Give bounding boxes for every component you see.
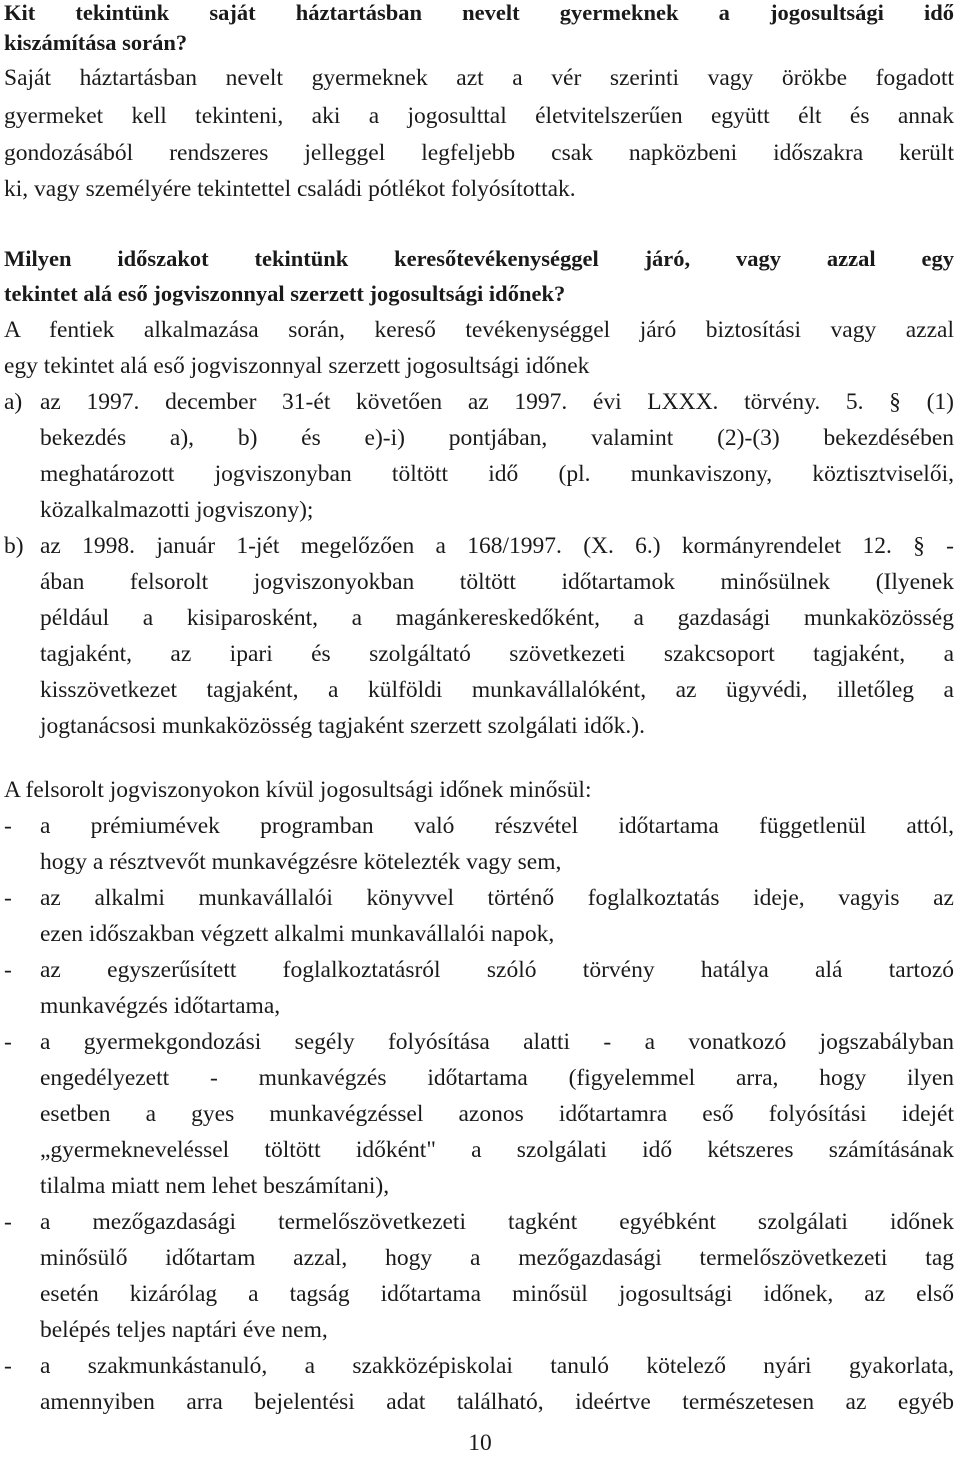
- list-item-line: az 1997. december 31-ét követően az 1997. évi LXXX. törvény. 5. § (1): [40, 389, 954, 415]
- list-item-line: az egyszerűsített foglalkoztatásról szóló törvény hatálya alá tartozó: [40, 957, 954, 983]
- list-item-line: a szakmunkástanuló, a szakközépiskolai tanuló kötelező nyári gyakorlata,: [40, 1353, 954, 1379]
- list-item-line: amennyiben arra bejelentési adat található, ideértve természetesen az egyéb: [40, 1389, 954, 1415]
- list-item-line: közalkalmazotti jogviszony);: [40, 497, 314, 523]
- list-item-line: esetben a gyes munkavégzéssel azonos időtartamra eső folyósítási idejét: [40, 1101, 954, 1127]
- list-marker: a): [4, 389, 23, 415]
- list-item-line: belépés teljes naptári éve nem,: [40, 1317, 328, 1343]
- heading-line: Kit tekintünk saját háztartásban nevelt gyermeknek a jogosultsági idő: [4, 0, 954, 25]
- list-item-line: az alkalmi munkavállalói könyvvel történő foglalkoztatás ideje, vagyis az: [40, 885, 954, 911]
- list-item-line: kisszövetkezet tagjaként, a külföldi munkavállalóként, az ügyvédi, illetőleg a: [40, 677, 954, 703]
- list-item-line: engedélyezett - munkavégzés időtartama (figyelemmel arra, hogy ilyen: [40, 1065, 954, 1091]
- list-marker: b): [4, 533, 24, 559]
- heading-line: tekintet alá eső jogviszonnyal szerzett jogosultsági időnek?: [4, 281, 566, 306]
- list-item-line: a mezőgazdasági termelőszövetkezeti tagként egyébként szolgálati időnek: [40, 1209, 954, 1235]
- list-marker: -: [4, 885, 12, 911]
- list-marker: -: [4, 957, 12, 983]
- list-marker: -: [4, 813, 12, 839]
- list-marker: -: [4, 1209, 12, 1235]
- list-item-line: meghatározott jogviszonyban töltött idő (pl. munkaviszony, köztisztviselői,: [40, 461, 954, 487]
- list-item-line: tagjaként, az ipari és szolgáltató szövetkezeti szakcsoport tagjaként, a: [40, 641, 954, 667]
- page-number: 10: [468, 1430, 492, 1456]
- heading-line: kiszámítása során?: [4, 30, 188, 55]
- paragraph-line: Saját háztartásban nevelt gyermeknek azt a vér szerinti vagy örökbe fogadott: [4, 65, 954, 91]
- list-marker: -: [4, 1029, 12, 1055]
- paragraph-line: A fentiek alkalmazása során, kereső tevékenységgel járó biztosítási vagy azzal: [4, 317, 954, 343]
- paragraph-line: egy tekintet alá eső jogviszonnyal szerzett jogosultsági időnek: [4, 353, 590, 379]
- paragraph-line: A felsorolt jogviszonyokon kívül jogosultsági időnek minősül:: [4, 777, 592, 803]
- list-item-line: tilalma miatt nem lehet beszámítani),: [40, 1173, 390, 1199]
- list-item-line: esetén kizárólag a tagság időtartama minősül jogosultsági időnek, az első: [40, 1281, 954, 1307]
- heading-line: Milyen időszakot tekintünk keresőtevékenységgel járó, vagy azzal egy: [4, 246, 954, 271]
- list-item-line: a prémiumévek programban való részvétel időtartama függetlenül attól,: [40, 813, 954, 839]
- paragraph-line: gondozásából rendszeres jelleggel legfeljebb csak napközbeni időszakra került: [4, 140, 954, 166]
- list-item-line: a gyermekgondozási segély folyósítása alatti - a vonatkozó jogszabályban: [40, 1029, 954, 1055]
- list-item-line: jogtanácsosi munkaközösség tagjaként szerzett szolgálati idők.).: [40, 713, 645, 739]
- list-item-line: például a kisiparosként, a magánkereskedőként, a gazdasági munkaközösség: [40, 605, 954, 631]
- list-item-line: „gyermekneveléssel töltött időként" a szolgálati idő kétszeres számításának: [40, 1137, 954, 1163]
- paragraph-line: ki, vagy személyére tekintettel családi pótlékot folyósítottak.: [4, 176, 576, 202]
- list-item-line: ezen időszakban végzett alkalmi munkavállalói napok,: [40, 921, 555, 947]
- list-item-line: az 1998. január 1-jét megelőzően a 168/1997. (X. 6.) kormányrendelet 12. § -: [40, 533, 954, 559]
- list-item-line: ában felsorolt jogviszonyokban töltött időtartamok minősülnek (Ilyenek: [40, 569, 954, 595]
- list-item-line: munkavégzés időtartama,: [40, 993, 281, 1019]
- list-marker: -: [4, 1353, 12, 1379]
- list-item-line: bekezdés a), b) és e)-i) pontjában, valamint (2)-(3) bekezdésében: [40, 425, 954, 451]
- list-item-line: hogy a résztvevőt munkavégzésre kötelezték vagy sem,: [40, 849, 562, 875]
- list-item-line: minősülő időtartam azzal, hogy a mezőgazdasági termelőszövetkezeti tag: [40, 1245, 954, 1271]
- paragraph-line: gyermeket kell tekinteni, aki a jogosulttal életvitelszerűen együtt élt és annak: [4, 103, 954, 129]
